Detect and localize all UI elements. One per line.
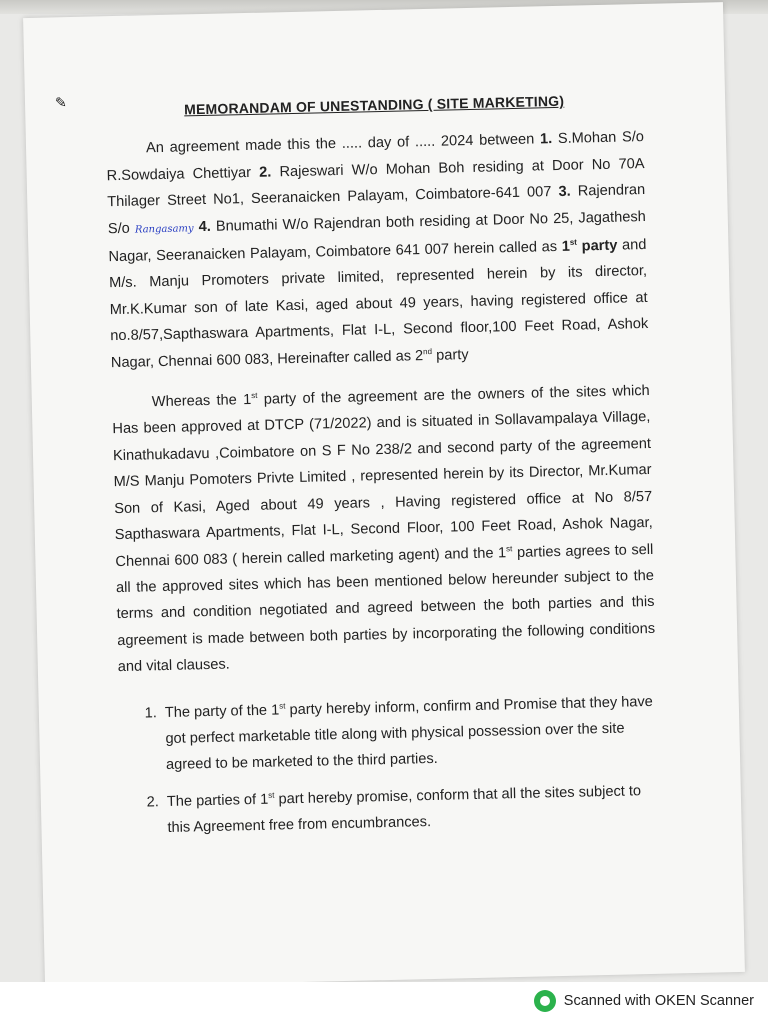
document-page (23, 2, 745, 988)
scanner-watermark (534, 990, 754, 1012)
handwritten-name: Rangasamy (134, 222, 194, 236)
pen-mark-icon: ✎ (54, 94, 67, 111)
clause-item: 1. The party of the 1st party hereby inform, confirm and Promise that they have got perfect marketable title along with physical possession over the site agreed to be marketed to the third parties. (161, 688, 659, 778)
document-title: MEMORANDAM OF UNESTANDING ( SITE MARKETING) (183, 92, 565, 118)
paragraph-parties: An agreement made this the ..... day of ..... 2024 between 1. S.Mohan S/o R.Sowdaiya Chettiyar 2. Rajeswari W/o Mohan Boh residing at Door No 70A Thilager Street No1, Seeranaicken Palayam, Coimbatore-641 007 3. Rajendran S/o Rangasamy 4. Bnumathi W/o Rajendran both residing at Door No 25, Jagathesh Nagar, Seeranaicken Palayam, Coimbatore 641 007 herein called as 1st party and M/s. Manju Promoters private limited, represented herein by its director, Mr.K.Kumar son of late Kasi, aged about 49 years, having registered office at no.8/57,Sapthaswara Apartments, Flat I-L, Second floor,100 Feet Road, Ashok Nagar, Chennai 600 083, Hereinafter called as 2nd party (106, 129, 649, 371)
oken-scanner-logo-icon (534, 990, 556, 1012)
clauses-list (119, 688, 660, 842)
paragraph-whereas: Whereas the 1st party of the agreement are the owners of the sites which Has been approved at DTCP (71/2022) and is situated in Sollavampalaya Village, Kinathukadavu ,Coimbatore on S F No 238/2 and second party of the agreement M/S Manju Pomoters Privte Limited , represented herein by its Director, Mr.Kumar Son of Kasi, Aged about 49 years , Having registered office at No 8/57 Sapthaswara Apartments, Flat I-L, Second Floor, 100 Feet Road, Ashok Nagar, Chennai 600 083 ( herein called marketing agent) and the 1st parties agrees to sell all the approved sites which has been mentioned below hereunder subject to the terms and condition negotiated and agreed between the both parties and this agreement is made between both parties by incorporating the following conditions and vital clauses. (112, 383, 656, 676)
clause-item: 2. The parties of 1st part hereby promise, conform that all the sites subject to this Agreement free from encumbrances. (163, 778, 660, 842)
scanner-watermark-text: Scanned with OKEN Scanner (563, 993, 754, 1009)
document-body (54, 76, 660, 853)
